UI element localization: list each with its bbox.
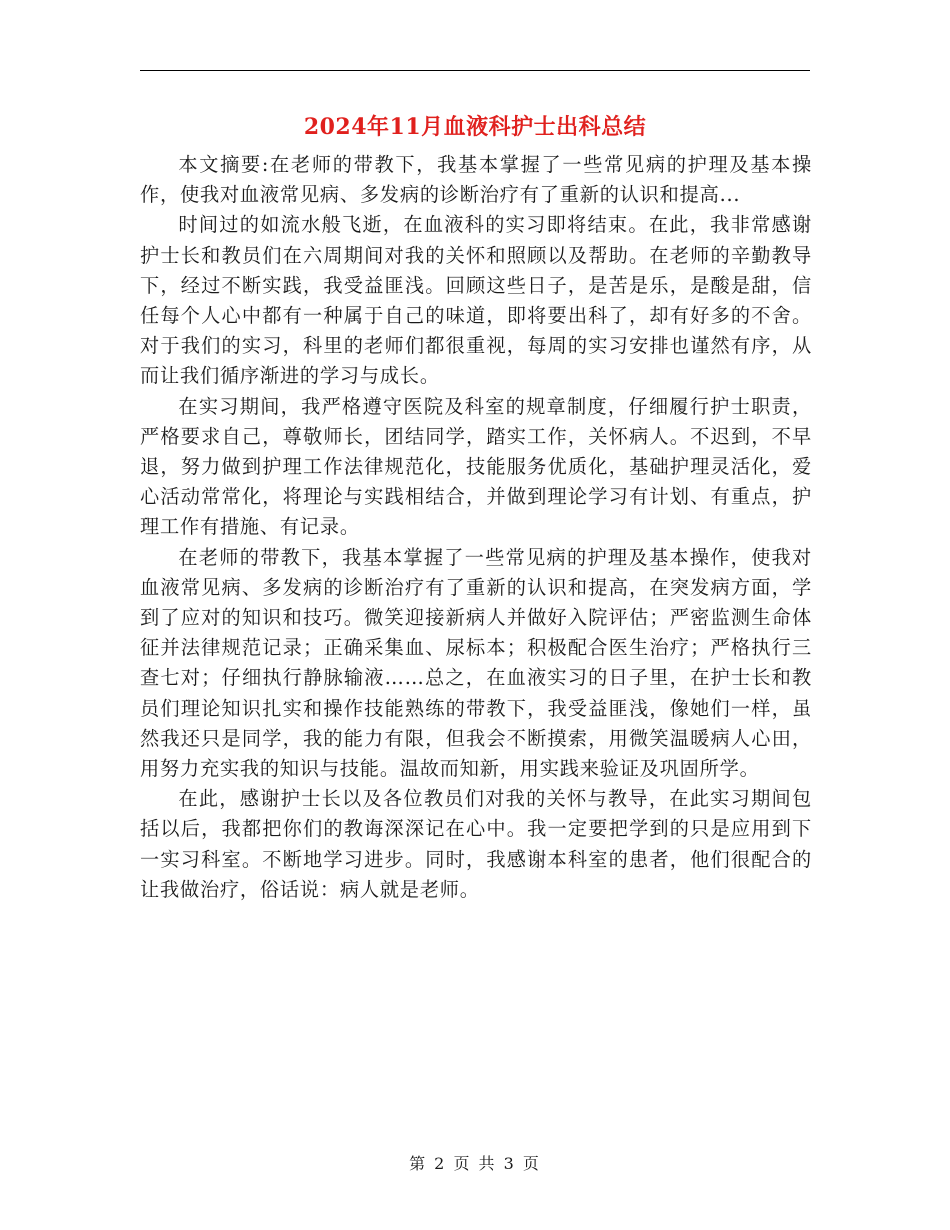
body-paragraph-1: 时间过的如流水般飞逝，在血液科的实习即将结束。在此，我非常感谢护士长和教员们在六周期间对我的关怀和照顾以及帮助。在老师的辛勤教导下，经过不断实践，我受益匪浅。回顾这些日子，是苦是乐，是酸是甜，信任每个人心中都有一种属于自己的味道，即将要出科了，却有好多的不舍。对于我们的实习，科里的老师们都很重视，每周的实习安排也谨然有序，从而让我们循序渐进的学习与成长。 xyxy=(140,213,812,388)
document-title: 2024年11月血液科护士出科总结 xyxy=(303,114,647,140)
body-paragraph-3: 在老师的带教下，我基本掌握了一些常见病的护理及基本操作，使我对血液常见病、多发病的诊断治疗有了重新的认识和提高，在突发病方面，学到了应对的知识和技巧。微笑迎接新病人并做好入院评估；严密监测生命体征并法律规范记录；正确采集血、尿标本；积极配合医生治疗；严格执行三查七对；仔细执行静脉输液……总之，在血液实习的日子里，在护士长和教员们理论知识扎实和操作技能熟练的带教下，我受益匪浅，像她们一样，虽然我还只是同学，我的能力有限，但我会不断摸索，用微笑温暖病人心田，用努力充实我的知识与技能。温故而知新，用实践来验证及巩固所学。 xyxy=(140,545,812,781)
body-paragraph-4: 在此，感谢护士长以及各位教员们对我的关怀与教导，在此实习期间包括以后，我都把你们的教诲深深记在心中。我一定要把学到的只是应用到下一实习科室。不断地学习进步。同时，我感谢本科室的患者，他们很配合的让我做治疗，俗话说：病人就是老师。 xyxy=(140,787,812,901)
body-paragraph-2: 在实习期间，我严格遵守医院及科室的规章制度，仔细履行护士职责，严格要求自己，尊敬师长，团结同学，踏实工作，关怀病人。不迟到，不早退，努力做到护理工作法律规范化，技能服务优质化，基础护理灵活化，爱心活动常常化，将理论与实践相结合，并做到理论学习有计划、有重点，护理工作有措施、有记录。 xyxy=(140,394,812,539)
header-rule xyxy=(140,70,810,71)
page-number-footer xyxy=(0,1152,950,1176)
page-number-text: 第 2 页 共 3 页 xyxy=(409,1154,541,1173)
document-body xyxy=(140,150,812,905)
abstract-paragraph: 本文摘要:在老师的带教下，我基本掌握了一些常见病的护理及基本操作，使我对血液常见病、多发病的诊断治疗有了重新的认识和提高... xyxy=(140,153,812,207)
